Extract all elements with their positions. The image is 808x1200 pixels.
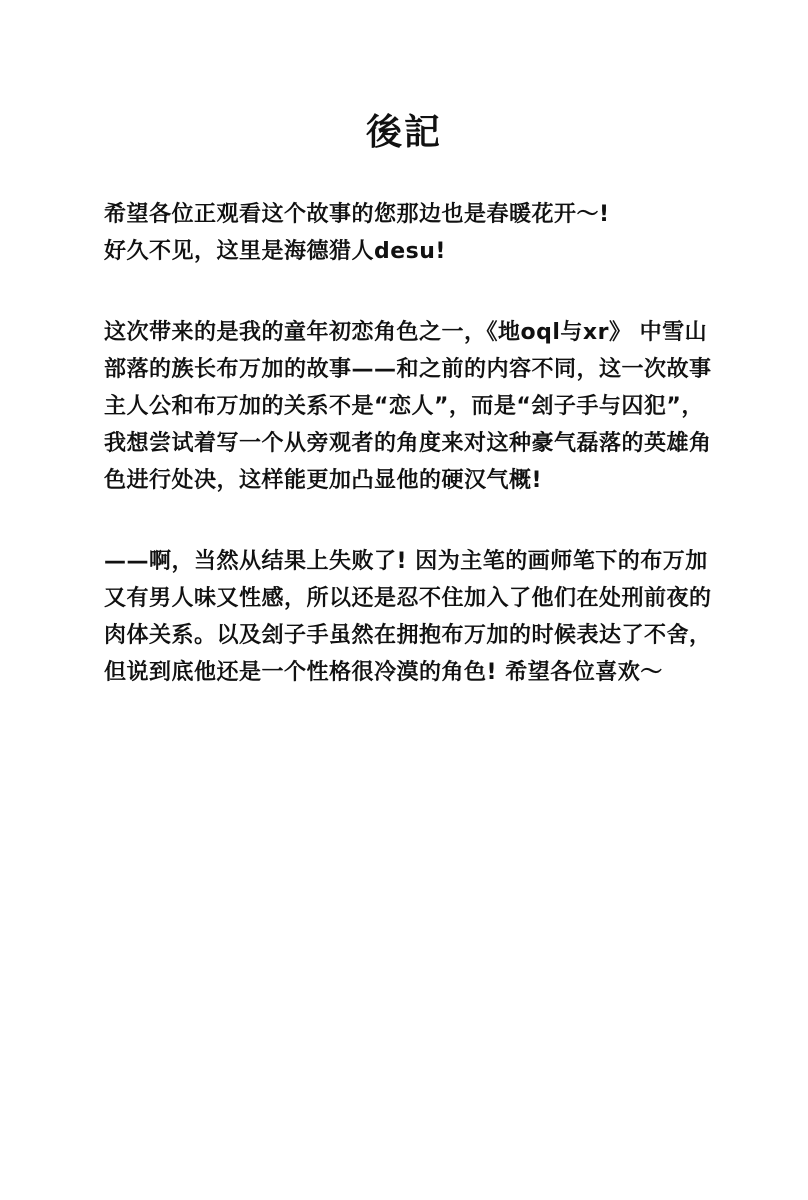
text-line: 这次带来的是我的童年初恋角色之一，《地oql与xr》 中雪山 (104, 320, 708, 345)
page-title: 後記 (365, 111, 442, 153)
text-line: 又有男人味又性感，所以还是忍不住加入了他们在处刑前夜的 (104, 586, 712, 611)
text-line: 肉体关系。以及刽子手虽然在拥抱布万加的时候表达了不舍， (104, 623, 712, 648)
text-line: 希望各位正观看这个故事的您那边也是春暖花开～! (104, 202, 610, 227)
text-line: ——啊，当然从结果上失败了! 因为主笔的画师笔下的布万加 (104, 549, 708, 574)
afterword-body (104, 196, 744, 735)
text-line: 我想尝试着写一个从旁观者的角度来对这种豪气磊落的英雄角 (104, 431, 712, 456)
paragraph-closing (104, 543, 744, 691)
text-line: 主人公和布万加的关系不是“恋人”，而是“刽子手与囚犯”， (104, 394, 704, 419)
paragraph-story-intro (104, 314, 744, 499)
text-line: 部落的族长布万加的故事——和之前的内容不同，这一次故事 (104, 357, 712, 382)
text-line: 色进行处决，这样能更加凸显他的硬汉气概! (104, 468, 543, 493)
text-line: 好久不见，这里是海德猎人desu! (104, 239, 446, 264)
text-line: 但说到底他还是一个性格很冷漠的角色! 希望各位喜欢～ (104, 660, 663, 685)
paragraph-greeting (104, 196, 744, 270)
